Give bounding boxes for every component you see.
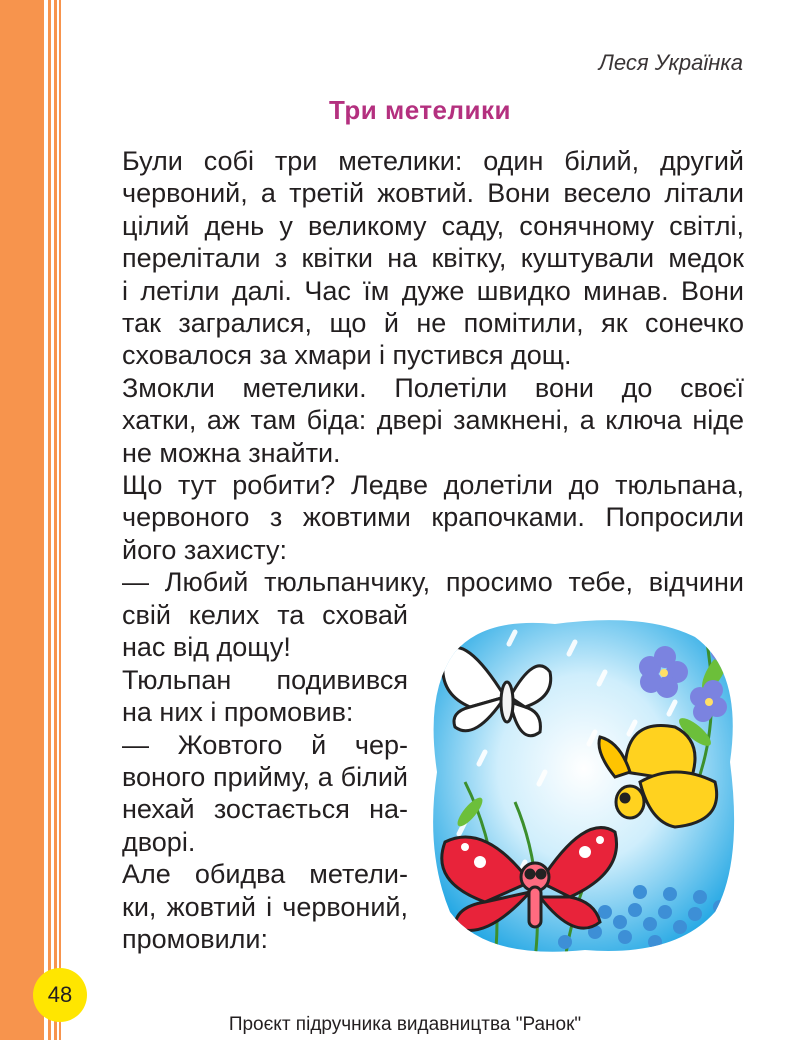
footer-note bbox=[0, 1014, 800, 1036]
text-line: дворі. bbox=[122, 826, 196, 857]
text-line: промовили: bbox=[122, 923, 268, 954]
author: Леся Українка bbox=[598, 50, 743, 75]
page-number-badge: 48 bbox=[33, 968, 87, 1022]
text-line: хатки, аж там біда: двері замкнені, а ключа ніде bbox=[122, 405, 744, 436]
paragraph-3 bbox=[122, 469, 744, 566]
text-line: червоного з жовтими крапочками. Попросили bbox=[122, 502, 744, 533]
text-line: цілий день у великому саду, сонячному світлі, bbox=[122, 210, 744, 241]
stripe-line bbox=[54, 0, 57, 1040]
text-line: червоний, а третій жовтий. Вони весело літали bbox=[122, 178, 744, 209]
butterflies-illustration bbox=[425, 612, 743, 960]
text-line: свій келих та сховай bbox=[122, 600, 408, 630]
text-line: — Жовтого й чер- bbox=[122, 729, 408, 760]
text-line: перелітали з квітки на квітку, куштували медок bbox=[122, 243, 744, 274]
text-line: і летіли далі. Час їм дуже швидко минав. Вони bbox=[122, 275, 744, 306]
paragraph-4 bbox=[122, 566, 744, 598]
text-line: Були собі три метелики: один білий, другий bbox=[122, 146, 744, 176]
stripe-line bbox=[48, 0, 51, 1040]
text-line: нас від дощу! bbox=[122, 632, 291, 663]
page-title: Три метелики bbox=[328, 95, 512, 125]
text-line: Змокли метелики. Полетіли вони до своєї bbox=[122, 372, 744, 403]
paragraph-1 bbox=[122, 145, 744, 372]
text-line: Але обидва метели- bbox=[122, 859, 408, 890]
footer-text: Проєкт підручника видавництва "Ранок" bbox=[228, 1014, 582, 1035]
narrow-column bbox=[122, 599, 408, 955]
paragraph-2 bbox=[122, 372, 744, 469]
text-line: так загралися, що й не помітили, як сонечко bbox=[122, 307, 744, 338]
text-line: — Любий тюльпанчику, просимо тебе, відчини bbox=[122, 567, 744, 598]
text-line: воного прийму, а білий bbox=[122, 761, 408, 792]
text-line: Тюльпан подивився bbox=[122, 664, 408, 695]
text-line: Що тут робити? Ледве долетіли до тюльпана, bbox=[122, 469, 744, 500]
text-line: ки, жовтий і червоний, bbox=[122, 891, 408, 922]
text-line: нехай зостається на- bbox=[122, 794, 408, 825]
text-line: сховалося за хмари і пустився дощ. bbox=[122, 340, 572, 371]
stripe-line bbox=[59, 0, 61, 1040]
text-line: його захисту: bbox=[122, 534, 288, 565]
story-text bbox=[122, 145, 744, 598]
text-line: на них і промовив: bbox=[122, 697, 354, 728]
page-edge-stripe bbox=[0, 0, 44, 1040]
text-line: не можна знайти. bbox=[122, 437, 341, 468]
